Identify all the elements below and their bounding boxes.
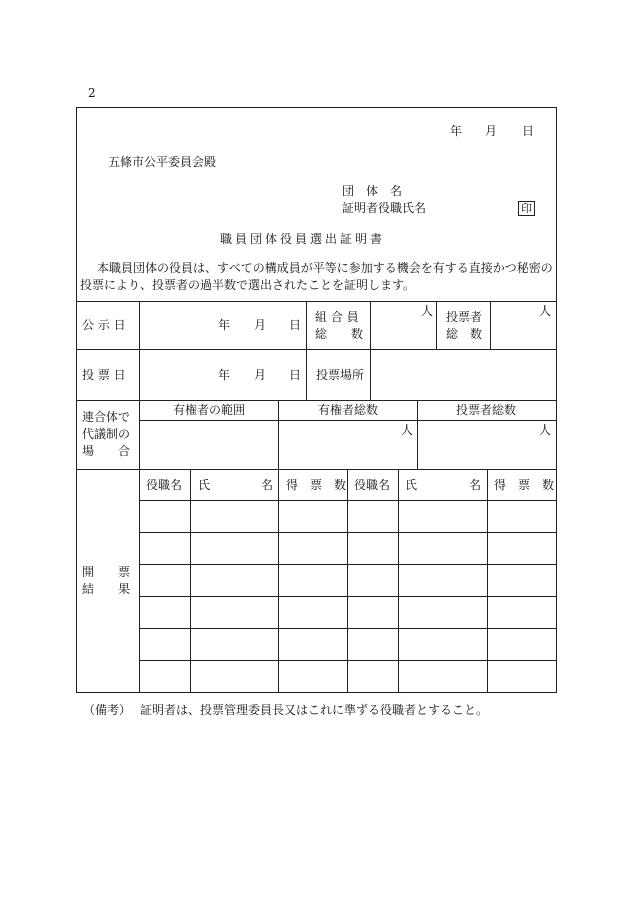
- page-number: 2: [88, 86, 96, 100]
- rule-results-r5: [139, 660, 557, 661]
- results-col-position-2: 役職名: [354, 478, 391, 492]
- rule-results-r3: [139, 596, 557, 597]
- results-col-name-1b: 名: [261, 478, 274, 492]
- rule-res-b: [278, 469, 279, 692]
- voters-unit: 人: [539, 304, 552, 318]
- rule-res-e: [487, 469, 488, 692]
- voters-total-unit: 人: [539, 423, 552, 437]
- announce-day: 日: [289, 318, 302, 332]
- date-year: 年: [450, 124, 463, 138]
- body-text-line-2: 投票により、投票者の過半数で選出されたことを証明します。: [80, 278, 416, 292]
- eligible-scope-header: 有権者の範囲: [173, 403, 246, 417]
- results-col-votes-1: 得 票 数: [286, 478, 347, 492]
- federation-label-2: 代議制の: [82, 427, 131, 441]
- members-label-2: 総 数: [315, 327, 364, 341]
- date-month: 月: [485, 124, 498, 138]
- polling-place-label: 投票場所: [316, 368, 365, 382]
- results-col-position-1: 役職名: [146, 478, 183, 492]
- addressee: 五條市公平委員会殿: [108, 155, 217, 169]
- rule-r2-b: [370, 349, 371, 400]
- vote-year: 年: [218, 368, 231, 382]
- announce-date-label: 公 示 日: [82, 318, 126, 332]
- voters-label-1: 投票者: [446, 310, 483, 324]
- rule-res-a: [190, 469, 191, 692]
- document-title: 職員団体役員選出証明書: [220, 232, 386, 246]
- form-bottom-border: [76, 692, 557, 693]
- vote-date-label: 投 票 日: [82, 368, 126, 382]
- footnote-label: （備考）: [83, 703, 132, 717]
- rule-results-r1: [139, 532, 557, 533]
- voters-total-header: 投票者総数: [456, 403, 517, 417]
- rule-r1-c: [436, 301, 437, 349]
- organization-name-label: 団 体 名: [342, 184, 403, 198]
- rule-r3-b: [417, 400, 418, 469]
- certifier-label: 証明者役職氏名: [342, 201, 427, 215]
- announce-year: 年: [218, 318, 231, 332]
- members-unit: 人: [421, 304, 434, 318]
- rule-res-d: [398, 469, 399, 692]
- rule-r1-a: [306, 301, 307, 349]
- form-top-border: [76, 107, 557, 108]
- federation-label-3: 場 合: [82, 444, 131, 458]
- eligible-total-header: 有権者総数: [318, 403, 379, 417]
- rule-r2-a: [306, 349, 307, 400]
- rule-r3-a: [278, 400, 279, 469]
- seal-mark: 印: [518, 201, 535, 216]
- rule-row1-top: [76, 301, 557, 302]
- rule-r1-d: [490, 301, 491, 349]
- rule-results-header: [139, 500, 557, 501]
- rule-row2-top: [76, 349, 557, 350]
- results-label-1: 開 票: [82, 565, 131, 579]
- rule-results-top: [76, 469, 557, 470]
- results-label-2: 結 果: [82, 582, 131, 596]
- results-col-name-2b: 名: [469, 478, 482, 492]
- rule-row3-top: [76, 400, 557, 401]
- federation-label-1: 連合体で: [82, 410, 131, 424]
- vote-month: 月: [254, 368, 267, 382]
- body-text-line-1: 本職員団体の役員は、すべての構成員が平等に参加する機会を有する直接かつ秘密の: [97, 261, 553, 275]
- date-day: 日: [522, 124, 535, 138]
- rule-res-c: [347, 469, 348, 692]
- rule-row3-subheader: [139, 420, 557, 421]
- rule-results-r4: [139, 628, 557, 629]
- eligible-unit: 人: [401, 423, 414, 437]
- announce-month: 月: [254, 318, 267, 332]
- footnote-text: 証明者は、投票管理委員長又はこれに準ずる役職者とすること。: [140, 703, 489, 717]
- voters-label-2: 総 数: [446, 327, 483, 341]
- rule-label-col: [139, 301, 140, 693]
- results-col-name-1a: 氏: [198, 478, 211, 492]
- results-col-votes-2: 得 票 数: [494, 478, 555, 492]
- rule-r1-b: [370, 301, 371, 349]
- rule-results-r2: [139, 564, 557, 565]
- results-col-name-2a: 氏: [405, 478, 418, 492]
- members-label-1: 組 合 員: [315, 310, 359, 324]
- vote-day: 日: [289, 368, 302, 382]
